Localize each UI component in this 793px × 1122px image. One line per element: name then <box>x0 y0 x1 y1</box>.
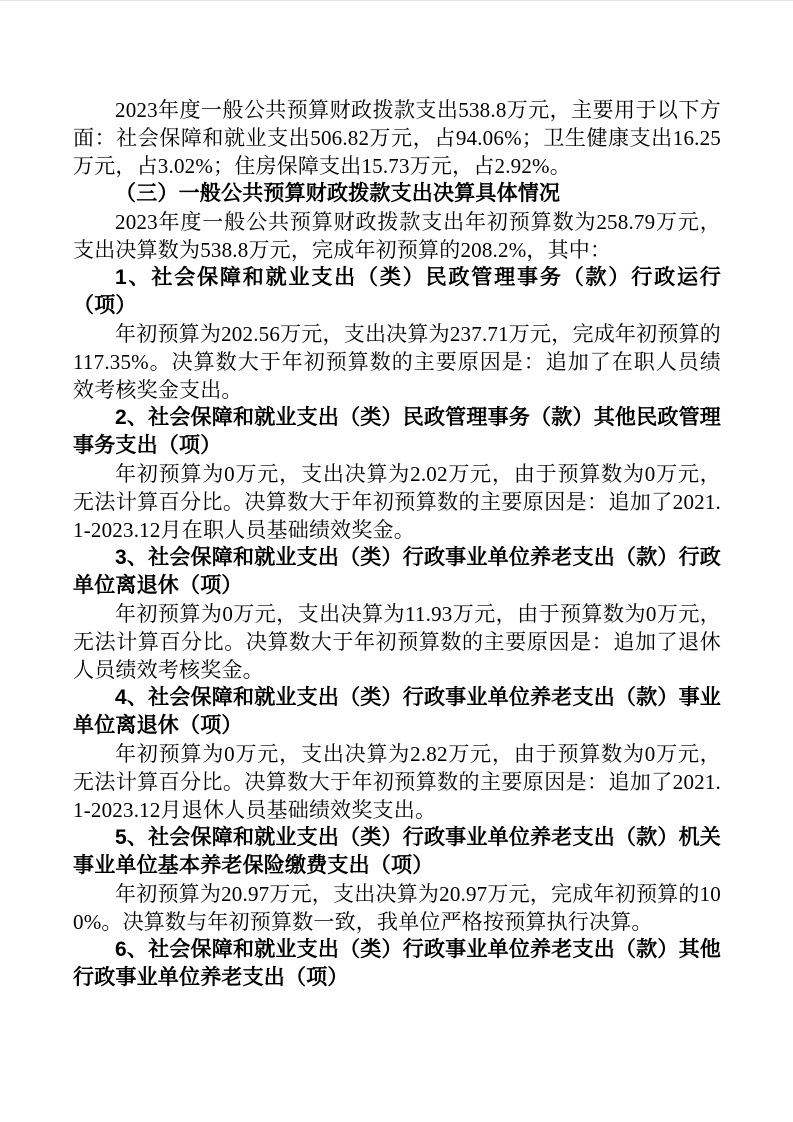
item-detail-4: 年初预算为0万元，支出决算为2.82万元，由于预算数为0万元，无法计算百分比。决算数大于年初预算数的主要原因是：追加了2021.1-2023.12月退休人员基础绩效奖支出。 <box>73 742 721 822</box>
item-heading-5: 5、社会保障和就业支出（类）行政事业单位养老支出（款）机关事业单位基本养老保险缴费支出（项） <box>73 826 721 877</box>
item-detail-5: 年初预算为20.97万元，支出决算为20.97万元，完成年初预算的100%。决算数与年初预算数一致，我单位严格按预算执行决算。 <box>73 882 721 934</box>
item-heading-4: 4、社会保障和就业支出（类）行政事业单位养老支出（款）事业单位离退休（项） <box>73 686 721 737</box>
item-heading-1: 1、社会保障和就业支出（类）民政管理事务（款）行政运行（项） <box>73 266 721 317</box>
paragraph-budget-summary: 2023年度一般公共预算财政拨款支出年初预算数为258.79万元，支出决算数为538.8万元，完成年初预算的208.2%，其中： <box>73 210 721 262</box>
item-heading-3: 3、社会保障和就业支出（类）行政事业单位养老支出（款）行政单位离退休（项） <box>73 546 721 597</box>
item-heading-2: 2、社会保障和就业支出（类）民政管理事务（款）其他民政管理事务支出（项） <box>73 406 721 457</box>
item-detail-3: 年初预算为0万元，支出决算为11.93万元，由于预算数为0万元，无法计算百分比。决算数大于年初预算数的主要原因是：追加了退休人员绩效考核奖金。 <box>73 602 721 682</box>
section-heading-3: （三）一般公共预算财政拨款支出决算具体情况 <box>115 182 561 205</box>
paragraph-overview: 2023年度一般公共预算财政拨款支出538.8万元，主要用于以下方面：社会保障和就业支出506.82万元，占94.06%；卫生健康支出16.25万元，占3.02%；住房保障支出15.73万元，占2.92%。 <box>73 98 721 178</box>
item-heading-6: 6、社会保障和就业支出（类）行政事业单位养老支出（款）其他行政事业单位养老支出（项） <box>73 938 721 989</box>
item-detail-2: 年初预算为0万元，支出决算为2.02万元，由于预算数为0万元，无法计算百分比。决算数大于年初预算数的主要原因是：追加了2021.1-2023.12月在职人员基础绩效奖金。 <box>73 462 721 542</box>
item-detail-1: 年初预算为202.56万元，支出决算为237.71万元，完成年初预算的117.35%。决算数大于年初预算数的主要原因是：追加了在职人员绩效考核奖金支出。 <box>73 322 721 402</box>
